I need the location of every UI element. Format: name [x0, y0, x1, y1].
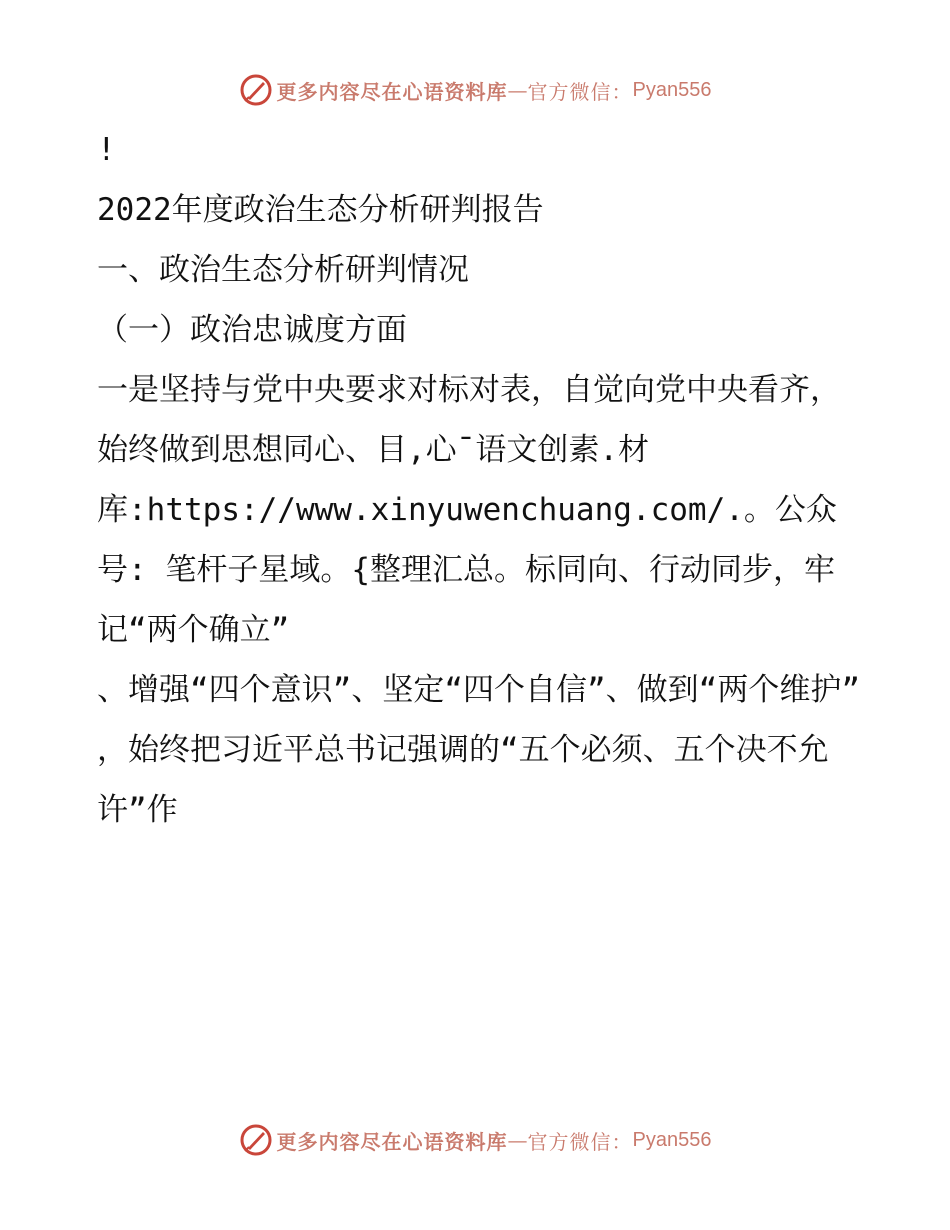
watermark-id: Pyan556 — [632, 78, 712, 101]
paragraph: 一是坚持与党中央要求对标对表，自觉向党中央看齐， — [97, 372, 841, 408]
watermark-header — [0, 70, 950, 110]
document-title: 2022年度政治生态分析研判报告 — [97, 192, 544, 228]
watermark-separator: — — [507, 78, 528, 102]
watermark-title: 更多内容尽在心语资料库 — [276, 79, 508, 104]
watermark-subtitle: 官方微信： — [527, 79, 633, 104]
watermark-separator: — — [507, 1128, 528, 1152]
quill-logo-icon — [239, 1123, 273, 1157]
quill-logo-icon — [239, 73, 273, 107]
paragraph: 始终做到思想同心、目,心¯语文创素.材库:https://www.xinyuwenchuang.com/.。公众号: 笔杆子星域。{整理汇总。标同向、行动同步，牢记“两个确立” — [97, 432, 837, 648]
watermark-title: 更多内容尽在心语资料库 — [276, 1129, 508, 1154]
document-body — [97, 120, 867, 840]
watermark-id: Pyan556 — [632, 1128, 712, 1151]
subsection-heading: （一）政治忠诚度方面 — [97, 312, 407, 348]
paragraph: 、增强“四个意识”、坚定“四个自信”、做到“两个维护” — [97, 672, 860, 708]
watermark-subtitle: 官方微信： — [527, 1129, 633, 1154]
paragraph: ! — [97, 132, 116, 168]
watermark-footer — [0, 1120, 950, 1160]
paragraph: ，始终把习近平总书记强调的“五个必须、五个决不允许”作 — [97, 732, 829, 828]
section-heading: 一、政治生态分析研判情况 — [97, 252, 469, 288]
